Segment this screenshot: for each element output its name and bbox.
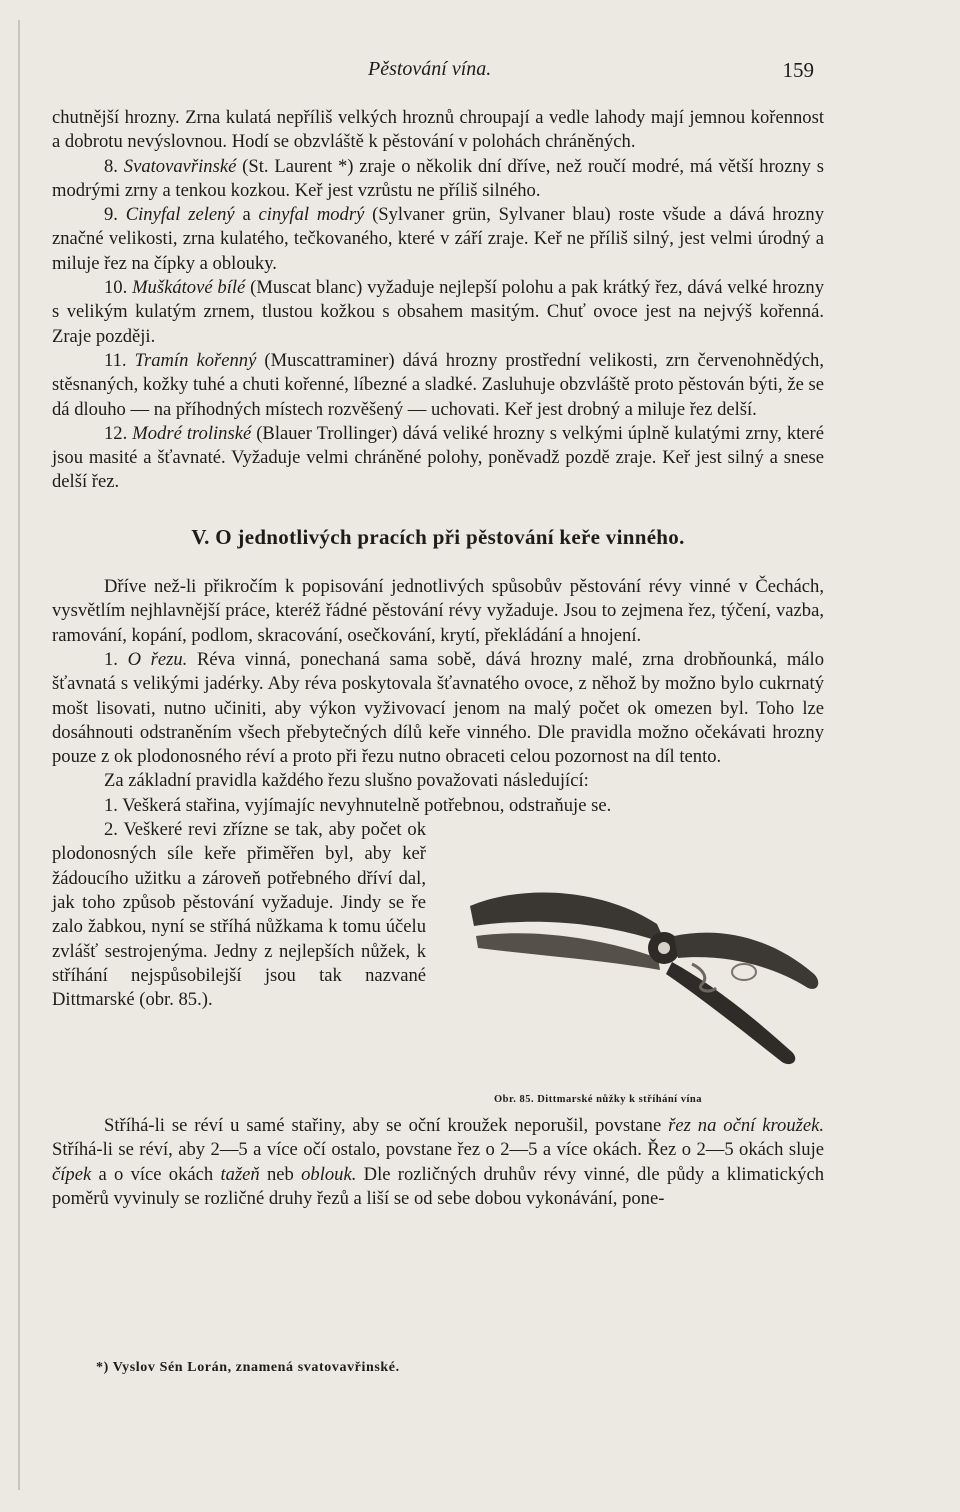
figure-wrap-text <box>52 818 426 1012</box>
italic-term: Tramín kořenný <box>134 349 257 371</box>
text-run: neb <box>259 1163 302 1185</box>
paragraph <box>52 794 824 818</box>
text-run: a o více okách <box>91 1163 221 1185</box>
figure-block <box>52 818 824 1114</box>
running-title: Pěstování vína. <box>368 58 492 80</box>
italic-term: oblouk. <box>301 1163 357 1185</box>
page-header <box>0 58 960 88</box>
text-run: 10. <box>104 277 133 299</box>
paragraph <box>52 575 824 648</box>
italic-term: tažeň <box>220 1163 260 1185</box>
italic-term: O řezu. <box>127 648 188 670</box>
text-run: 2. Veškeré revi zřízne se tak, aby počet ok plodonosných síle keře přiměřen byl, aby keř žádoucího užitku a zároveň potřebného dříví dal, jak toho způsob pěstování vyžaduje. Jindy se ře zalo žabkou, nyní se stříhá nůžkama k tomu účelu zvlášť sestrojenýma. Jedny z nejlepších nůžek, k stříhání nejspůsobilejší jsou tak nazvané Dittmarské (obr. 85.). <box>52 819 426 1011</box>
italic-term: cinyfal modrý <box>258 204 365 226</box>
paragraph <box>52 648 824 769</box>
pruning-shears-icon <box>452 866 832 1076</box>
footnote: *) Vyslov Sén Lorán, znamená svatovavřinské. <box>96 1360 400 1375</box>
paragraph <box>52 203 824 276</box>
paragraph <box>52 276 824 349</box>
text-run: (Muscat blanc) vyžaduje nejlepší polohu a pak krátký řez, dává velké hrozny s velikým kulatým zrnem, tlustou kožkou s obsahem masitým. Chuť ovoce jest na nejvýš kořenná. Zraje později. <box>52 277 825 347</box>
text-run: 1. <box>104 648 128 670</box>
paragraph <box>52 818 426 1012</box>
text-run: 12. <box>104 422 133 444</box>
italic-term: čípek <box>52 1163 92 1185</box>
text-run: (Sylvaner grün, Sylvaner blau) roste všude a dává hrozny značné velikosti, zrna kulatého, tečkovaného, které v září zraje. Keř ne příliš silný, jest velmi úrodný a miluje řez na čípky a oblouky. <box>52 204 824 274</box>
body-text <box>52 106 824 1211</box>
text-run: 8. <box>104 155 124 177</box>
section-title: V. O jednotlivých pracích při pěstování keře vinného. <box>191 524 685 549</box>
page-number: 159 <box>782 58 814 82</box>
text-run: (Muscattraminer) dává hrozny prostřední velikosti, zrn červenohnědých, stěsnaných, kožky tuhé a chuti kořenné, líbezné a sladké. Zasluhuje obzvláště proto pěstován býti, že se dá dlouho — na příhodných místech rozvěšený — uchovati. Keř jest drobný a miluje řez delší. <box>52 349 824 420</box>
section-paragraphs <box>52 575 824 818</box>
text-run: chutnější hrozny. Zrna kulatá nepříliš velkých hroznů chroupají a vedle lahody mají jemnou kořennost a dobrotu nevýslovnou. Hodí se obzvláště k pěstování v polohách chráněných. <box>52 107 824 153</box>
paragraph <box>52 106 824 155</box>
paragraph <box>52 422 824 495</box>
figure-caption: Obr. 85. Dittmarské nůžky k stříhání vína <box>494 1094 702 1106</box>
paragraph <box>52 769 824 793</box>
italic-term: Muškátové bílé <box>132 277 246 299</box>
paragraph <box>52 349 824 422</box>
text-run: Stříhá-li se réví u samé stařiny, aby se oční kroužek neporušil, povstane <box>104 1115 669 1137</box>
text-run: (St. Laurent *) zraje o několik dní dříve, než roučí modré, má větší hrozny s modrými zrny a tenkou kozkou. Keř jest vzrůstu ne příliš silného. <box>52 155 824 201</box>
italic-term: Cinyfal zelený <box>125 204 235 226</box>
italic-term: Modré trolinské <box>132 422 252 444</box>
italic-term: řez na oční kroužek. <box>668 1115 825 1137</box>
italic-term: Svatovavřinské <box>123 155 237 177</box>
text-run: Dříve než-li přikročím k popisování jednotlivých spůsobův pěstování révy vinné v Čechách, vysvětlím nejhlavnější práce, kteréž řádné pěstování révy vyžaduje. Jsou to zejmena řez, týčení, vazba, ramování, kopání, podlom, skracování, osečkování, krytí, překládání a hnojení. <box>52 576 824 646</box>
text-run: Dle rozličných druhův révy vinné, dle půdy a klimatických poměrů vyvinuly se rozličné druhy řezů a liší se od sebe dobou vykonávání, pone- <box>52 1163 824 1209</box>
text-run: Za základní pravidla každého řezu slušno považovati následující: <box>104 770 589 792</box>
variety-paragraphs <box>52 106 824 495</box>
paragraph <box>52 155 824 204</box>
text-run: 11. <box>104 349 135 371</box>
tail-paragraphs <box>52 1114 824 1211</box>
text-run: 1. Veškerá stařina, vyjímajíc nevyhnutelně potřebnou, odstraňuje se. <box>104 794 612 816</box>
gutter-line <box>18 20 20 1490</box>
figure-85 <box>452 866 832 1110</box>
text-run: Réva vinná, ponechaná sama sobě, dává hrozny malé, zrna drobňounká, málo šťavnatá s velikými jadérky. Aby réva poskytovala šťavnatého ovoce, z něhož by možno bylo cukrnatý mošt lisovati, nutno učiniti, aby výkon vyživovací jenom na malý počet ok omezen byl. Toho lze dosáhnouti odstraněním všech přebytečných dílů keře vinného. Dle pravidla možno očekávati hrozny pouze z ok plodonosného réví a proto při řezu nutno obraceti celou pozornost na díl tento. <box>52 648 824 768</box>
text-run: (Blauer Trollinger) dává veliké hrozny s velkými úplně kulatými zrny, které jsou masité a šťavnaté. Vyžaduje velmi chráněné polohy, poněvadž pozdě zraje. Keř jest silný a snese delší řez. <box>52 422 824 493</box>
text-run: 9. <box>104 204 126 226</box>
text-run: a <box>234 204 259 226</box>
text-run: Stříhá-li se réví, aby 2—5 a více očí ostalo, povstane řez o 2—5 a více okách. Řez o 2—5 okách sluje <box>52 1139 824 1161</box>
paragraph <box>52 1114 824 1211</box>
